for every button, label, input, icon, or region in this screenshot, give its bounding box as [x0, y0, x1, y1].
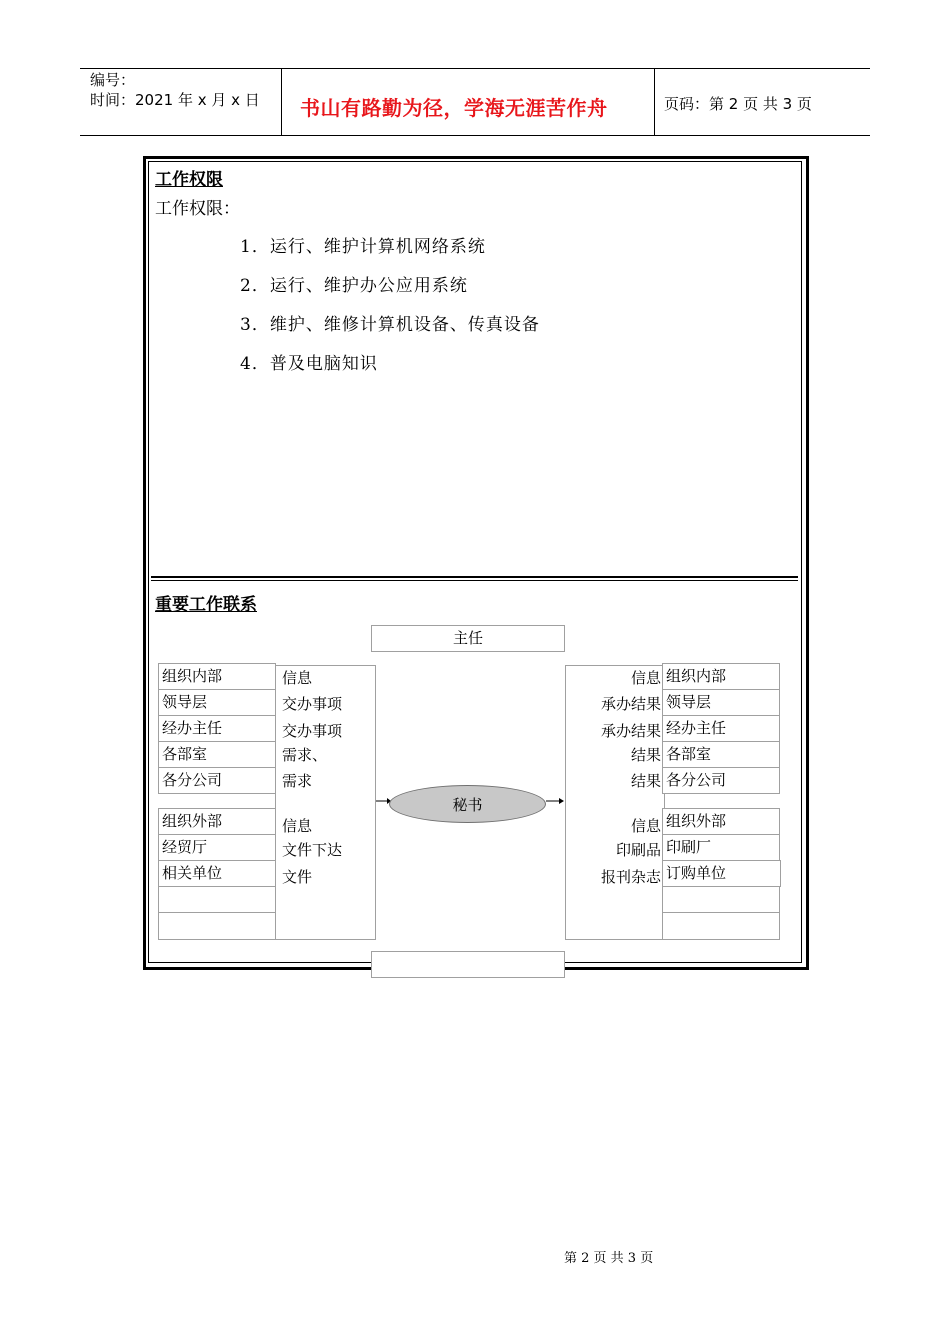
left-flow-label: 信息 [282, 669, 313, 687]
left-internal-label: 经办主任 [162, 719, 223, 737]
right-internal-label: 组织内部 [666, 667, 727, 685]
header-divider-1 [281, 68, 282, 136]
left-internal-cell [158, 741, 276, 768]
left-internal-label: 各部室 [162, 745, 208, 763]
right-external-cell [662, 834, 780, 861]
authority-item-3: 3．维护、维修计算机设备、传真设备 [240, 315, 540, 335]
page-footer: 第 2 页 共 3 页 [564, 1251, 654, 1266]
header-motto: 书山有路勤为径，学海无涯苦作舟 [300, 96, 608, 120]
right-flow-label: 结果 [630, 746, 661, 764]
right-flow-label: 结果 [630, 772, 661, 790]
left-internal-cell [158, 767, 276, 794]
left-flow-label: 信息 [282, 817, 313, 835]
right-arrow-head [559, 798, 564, 804]
header-top-border [80, 68, 870, 69]
right-internal-label: 领导层 [666, 693, 712, 711]
right-flow-label: 承办结果 [600, 695, 661, 713]
left-external-cell [158, 886, 276, 913]
left-flow-label: 需求、 [282, 746, 328, 764]
right-flow-label: 信息 [630, 817, 661, 835]
left-internal-label: 领导层 [162, 693, 208, 711]
authority-intro: 工作权限： [155, 199, 240, 219]
document-number: 编号： [90, 71, 136, 89]
header-divider-2 [654, 68, 655, 136]
left-external-label: 相关单位 [162, 864, 223, 882]
authority-item-1: 1．运行、维护计算机网络系统 [240, 237, 486, 257]
subordinate-box [371, 951, 565, 978]
header-bottom-border [80, 135, 870, 136]
secretary-node [389, 785, 546, 823]
right-external-label: 订购单位 [666, 864, 727, 882]
page-info: 页码：第 2 页 共 3 页 [664, 95, 812, 113]
right-flow-label: 信息 [630, 669, 661, 687]
left-flow-label: 需求 [282, 772, 313, 790]
left-external-cell [158, 834, 276, 861]
left-internal-label: 各分公司 [162, 771, 223, 789]
supervisor-box [371, 625, 565, 652]
left-external-label: 经贸厅 [162, 838, 208, 856]
left-external-cell [158, 860, 276, 887]
left-flow-label: 交办事项 [282, 695, 343, 713]
document-date: 时间：2021 年 x 月 x 日 [90, 91, 260, 109]
section-divider [151, 576, 798, 578]
right-internal-cell [662, 741, 780, 768]
right-internal-cell [662, 767, 780, 794]
authority-item-2: 2．运行、维护办公应用系统 [240, 276, 468, 296]
relations-title: 重要工作联系 [155, 595, 257, 615]
right-external-cell [662, 912, 780, 940]
right-flow-label: 印刷品 [615, 841, 661, 859]
authority-item-4: 4．普及电脑知识 [240, 354, 378, 374]
right-flow-label: 承办结果 [600, 722, 661, 740]
left-internal-cell [158, 689, 276, 716]
left-external-label: 组织外部 [162, 812, 223, 830]
right-external-cell [662, 808, 780, 835]
right-internal-cell [662, 689, 780, 716]
section-divider-thin [151, 580, 798, 581]
secretary-label: 秘书 [452, 796, 483, 814]
right-internal-label: 经办主任 [666, 719, 727, 737]
right-internal-label: 各部室 [666, 745, 712, 763]
right-internal-cell [662, 663, 780, 690]
left-external-cell [158, 912, 276, 940]
supervisor-label: 主任 [452, 629, 483, 647]
left-internal-cell [158, 663, 276, 690]
right-external-label: 印刷厂 [666, 838, 712, 856]
authority-title: 工作权限 [155, 170, 223, 190]
left-flow-label: 文件下达 [282, 841, 343, 859]
right-internal-label: 各分公司 [666, 771, 727, 789]
right-internal-cell [662, 715, 780, 742]
left-flow-label: 交办事项 [282, 722, 343, 740]
right-external-label: 组织外部 [666, 812, 727, 830]
right-external-cell [662, 886, 780, 913]
left-internal-label: 组织内部 [162, 667, 223, 685]
left-flow-label: 文件 [282, 868, 313, 886]
left-internal-cell [158, 715, 276, 742]
left-external-cell [158, 808, 276, 835]
right-flow-label: 报刊杂志 [600, 868, 661, 886]
right-external-cell [662, 860, 781, 887]
